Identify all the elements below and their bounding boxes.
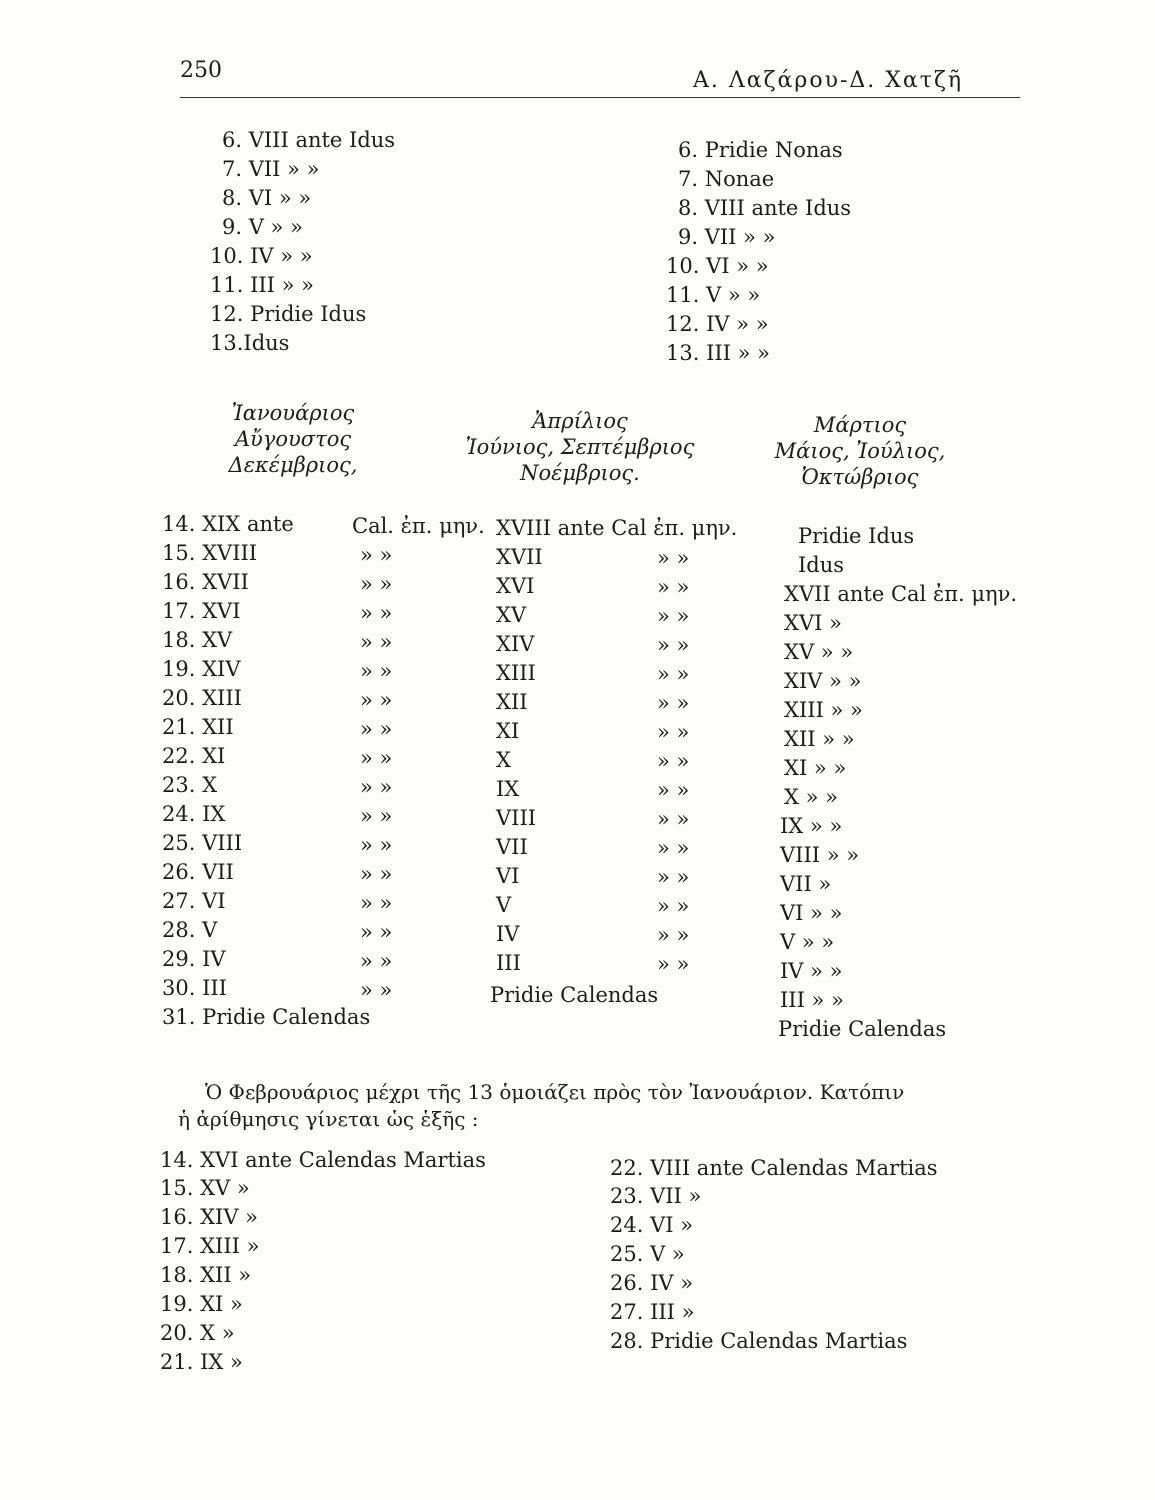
table-cell: » » [657,662,690,686]
table-row: VI [496,864,520,888]
table-row: IV » » [780,959,843,983]
table-cell: » » [657,952,690,976]
month-group-2 [430,408,730,486]
list-item: 24. VI » [610,1213,694,1237]
table-cell: » » [657,546,690,570]
table-row: V [496,893,512,917]
month-name: Ἰανουάριος [231,401,355,425]
table-row: XV [496,603,527,627]
table-cell: » » [360,862,393,886]
month-name: Ἰούνιος, Σεπτέμβριος [465,435,695,459]
table-row: V » » [780,930,835,954]
list-item: 20. X » [160,1321,235,1345]
paragraph-line-2: ἡ ἀρίθμησις γίνεται ὡς ἑξῆς : [178,1107,479,1131]
list-item: 28. Pridie Calendas Martias [610,1329,908,1353]
table-cell: Cal. ἐπ. μην. [352,514,485,538]
table-cell: » » [360,920,393,944]
table-row: XV » » [784,640,854,664]
table-row: XVIII ante Cal ἐπ. μην. [496,516,738,540]
table-row: 21. XII [162,715,234,739]
list-item: 23. VII » [610,1184,702,1208]
table-row: XIV [496,632,535,656]
table-cell: » » [657,836,690,860]
table-row: IX » » [780,814,843,838]
table-cell: » » [657,749,690,773]
table-row: 14. XIX ante [162,512,294,536]
list-item: 15. XV » [160,1176,250,1200]
table-cell: » » [360,601,393,625]
table-cell: » » [657,865,690,889]
table-row: 23. X [162,773,218,797]
table-row: XIII » » [784,698,863,722]
table-cell: » » [360,659,393,683]
list-item: 10. IV » » [210,244,313,268]
table-row: IX [496,777,520,801]
list-item: 8. VI » » [222,186,312,210]
table-cell: » » [360,572,393,596]
table-row: XVI » [784,611,842,635]
list-item: 17. XIII » [160,1234,260,1258]
table-cell: » » [360,978,393,1002]
table-cell: » » [657,778,690,802]
table-cell: » » [657,720,690,744]
month-name: Ἀπρίλιος [532,409,628,433]
table-cell: » » [360,949,393,973]
list-item: 12. Pridie Idus [210,302,367,326]
table-cell: » » [360,775,393,799]
table-cell: » » [657,894,690,918]
table-row: X [496,748,511,772]
table-cell: » » [657,807,690,831]
table-cell: » » [360,833,393,857]
list-item: 12. IV » » [666,312,769,336]
table-cell: » » [360,688,393,712]
list-item: 21. IX » [160,1350,243,1374]
list-item: 10. VI » » [666,254,769,278]
month-name: Μάιος, Ἰούλιος, [774,439,946,463]
table-row: VII [496,835,528,859]
list-item: 27. III » [610,1300,695,1324]
table-row: VI » » [780,901,843,925]
table-cell: » » [657,575,690,599]
table-row: VIII [496,806,537,830]
list-item: 6. Pridie Nonas [678,138,843,162]
table-row: 20. XIII [162,686,242,710]
month-name: Δεκέμβριος, [228,453,358,477]
table-row: 27. VI [162,889,226,913]
table-row: VII » [780,872,832,896]
list-item: 11. V » » [666,283,761,307]
table-row: XII [496,690,528,714]
page-number: 250 [180,58,222,83]
table-row: XVII ante Cal ἐπ. μην. [784,582,1018,606]
list-item: 9. VII » » [678,225,776,249]
table-row: 16. XVII [162,570,249,594]
table-cell: » » [360,891,393,915]
table-row: 18. XV [162,628,233,652]
list-item: 22. VIII ante Calendas Martias [610,1156,938,1180]
table-cell: » » [657,691,690,715]
list-item: 7. VII » » [222,157,320,181]
table-row: XII » » [784,727,855,751]
table-row: X » » [784,785,838,809]
table-cell: » » [657,604,690,628]
table-row: 15. XVIII [162,541,258,565]
list-item: 14. XVI ante Calendas Martias [160,1148,486,1172]
list-item: 18. XII » [160,1263,252,1287]
table-row: 24. IX [162,802,226,826]
table-cell: » » [360,630,393,654]
header-rule [180,97,1020,98]
table-row: 17. XVI [162,599,241,623]
list-item: 25. V » [610,1242,685,1266]
table-cell: » » [360,804,393,828]
table-row: 31. Pridie Calendas [162,1005,371,1029]
list-item: 9. V » » [222,215,303,239]
month-name: Νοέμβριος. [520,461,640,485]
table-row: IV [496,922,520,946]
list-item: 13. III » » [666,341,771,365]
table-row: 22. XI [162,744,226,768]
table-row: Pridie Calendas [490,983,659,1007]
list-item: 13.Idus [210,331,290,355]
table-cell: » » [657,923,690,947]
list-item: 11. III » » [210,273,315,297]
month-name: Αὔγουστος [234,427,352,451]
table-row: XIV » » [784,669,862,693]
table-row: 30. III [162,976,227,1000]
month-name: Ὀκτώβριος [801,465,919,489]
list-item: 26. IV » [610,1271,694,1295]
table-row: 29. IV [162,947,226,971]
table-row: Pridie Idus [798,524,915,548]
list-item: 8. VIII ante Idus [678,196,852,220]
table-row: VIII » » [780,843,860,867]
table-row: XVII [496,545,543,569]
table-row: XI [496,719,520,743]
table-row: Idus [798,553,845,577]
table-cell: » » [360,543,393,567]
table-row: 19. XIV [162,657,241,681]
table-row: Pridie Calendas [778,1017,947,1041]
table-row: 25. VIII [162,831,243,855]
running-title: Α. Λαζάρου-Δ. Χατζῆ [693,68,964,93]
list-item: 19. XI » [160,1292,243,1316]
table-row: XVI [496,574,535,598]
table-cell: » » [657,633,690,657]
table-row: XI » » [784,756,847,780]
list-item: 6. VIII ante Idus [222,128,396,152]
list-item: 7. Nonae [678,167,775,191]
table-row: 28. V [162,918,218,942]
month-group-3 [735,412,985,490]
month-name: Μάρτιος [813,413,907,437]
table-row: 26. VII [162,860,234,884]
list-item: 16. XIV » [160,1205,259,1229]
table-row: III [496,951,521,975]
table-row: III » » [780,988,844,1012]
paragraph-line-1: Ὁ Φεβρουάριος μέχρι τῆς 13 ὁμοιάζει πρὸς τὸν Ἰανουάριον. Κατόπιν [205,1080,905,1104]
month-group-1 [198,400,388,478]
table-cell: » » [360,717,393,741]
table-row: XIII [496,661,536,685]
table-cell: » » [360,746,393,770]
